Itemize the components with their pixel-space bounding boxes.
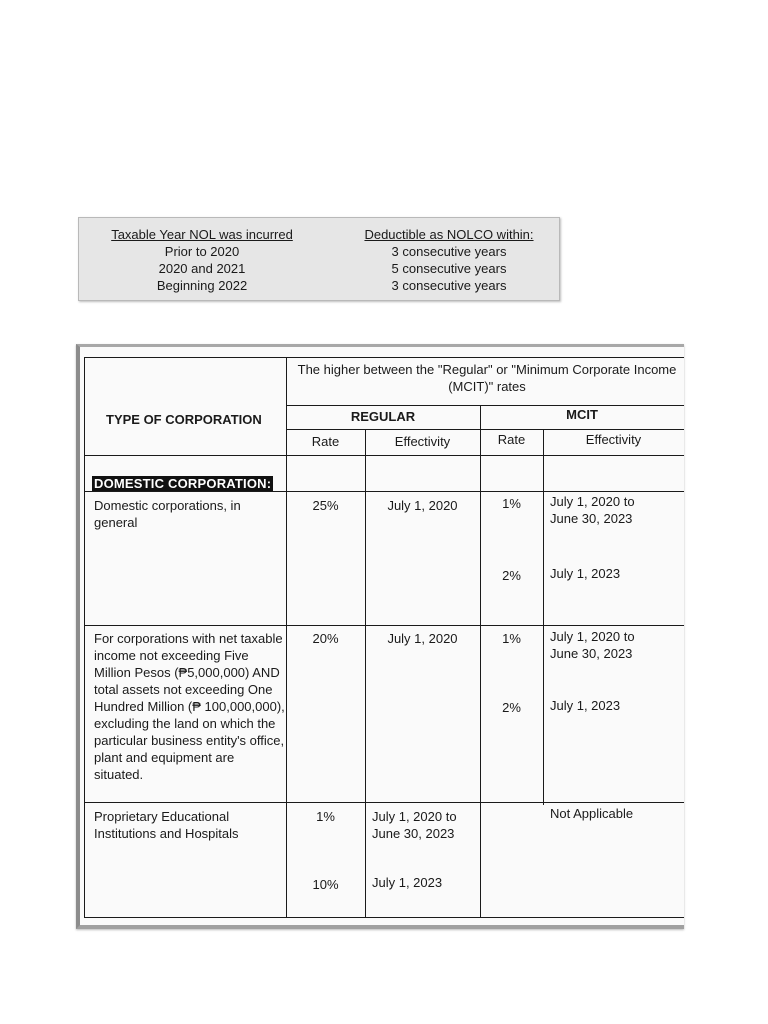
table-bottom-border <box>84 917 684 918</box>
mcit-effectivity-cell: July 1, 2023 <box>550 566 621 581</box>
regular-rate-cell: 25% <box>312 498 339 513</box>
mcit-rate-cell: 1% <box>502 631 521 646</box>
mcit-rate-cell: 1% <box>502 496 521 511</box>
column-divider <box>480 405 481 917</box>
corporate-rates-table-image <box>76 344 684 929</box>
higher-rate-header: The higher between the "Regular" or "Minimum Corporate Income (MCIT)" rates <box>297 362 677 394</box>
nolco-deductible-column <box>359 226 539 294</box>
regular-rate-cell: 20% <box>312 631 339 646</box>
mcit-rate-cell: 2% <box>502 568 521 583</box>
nolco-deductible-cell: 5 consecutive years <box>391 261 507 276</box>
regular-effectivity-cell: July 1, 2020 to June 30, 2023 <box>372 809 457 841</box>
nolco-year-header: Taxable Year NOL was incurred <box>111 227 293 242</box>
row-type-cell: Proprietary Educational Institutions and Hospitals <box>94 809 239 841</box>
mcit-effectivity-cell: July 1, 2023 <box>550 698 621 713</box>
nolco-year-column <box>105 226 299 294</box>
table-left-border <box>84 357 85 917</box>
regular-rate-label: Rate <box>311 434 340 449</box>
regular-rate-cell: 10% <box>312 877 339 892</box>
regular-rate-cell: 1% <box>316 809 335 824</box>
column-divider <box>543 429 544 805</box>
mcit-rate-cell: 2% <box>502 700 521 715</box>
mcit-header: MCIT <box>566 407 598 422</box>
row-divider <box>84 625 684 626</box>
regular-effectivity-cell: July 1, 2020 <box>387 498 458 513</box>
domestic-corporation-label <box>92 475 273 492</box>
nolco-year-cell: Prior to 2020 <box>164 244 240 259</box>
regular-header: REGULAR <box>350 409 416 424</box>
mcit-rate-label: Rate <box>497 432 526 447</box>
mcit-not-applicable-cell: Not Applicable <box>550 806 634 821</box>
mcit-effectivity-label: Effectivity <box>585 432 642 447</box>
regular-effectivity-cell: July 1, 2020 <box>387 631 458 646</box>
regular-effectivity-cell: July 1, 2023 <box>372 875 443 890</box>
nolco-deductible-cell: 3 consecutive years <box>391 278 507 293</box>
nolco-table-image <box>78 217 560 301</box>
nolco-deductible-cell: 3 consecutive years <box>391 244 507 259</box>
table-top-border <box>84 357 684 358</box>
row-divider <box>84 802 684 803</box>
row-type-cell: Domestic corporations, in general <box>94 498 241 530</box>
row-type-cell: For corporations with net taxable income not exceeding Five Million Pesos (₱5,000,000) AND total assets not exceeding One Hundred Million (₱ 100,000,000), excluding the land on which the particular business entity's office, plant and equipment are situated. <box>94 631 285 782</box>
type-of-corporation-header: TYPE OF CORPORATION <box>106 412 262 427</box>
row-divider <box>286 429 684 430</box>
section-label-text: DOMESTIC CORPORATION: <box>94 476 272 491</box>
mcit-effectivity-cell: July 1, 2020 to June 30, 2023 <box>550 629 635 661</box>
nolco-year-cell: 2020 and 2021 <box>158 261 246 276</box>
regular-effectivity-label: Effectivity <box>394 434 451 449</box>
mcit-effectivity-cell: July 1, 2020 to June 30, 2023 <box>550 494 635 526</box>
row-divider <box>84 455 684 456</box>
nolco-deductible-header: Deductible as NOLCO within: <box>364 227 534 242</box>
nolco-year-cell: Beginning 2022 <box>156 278 248 293</box>
